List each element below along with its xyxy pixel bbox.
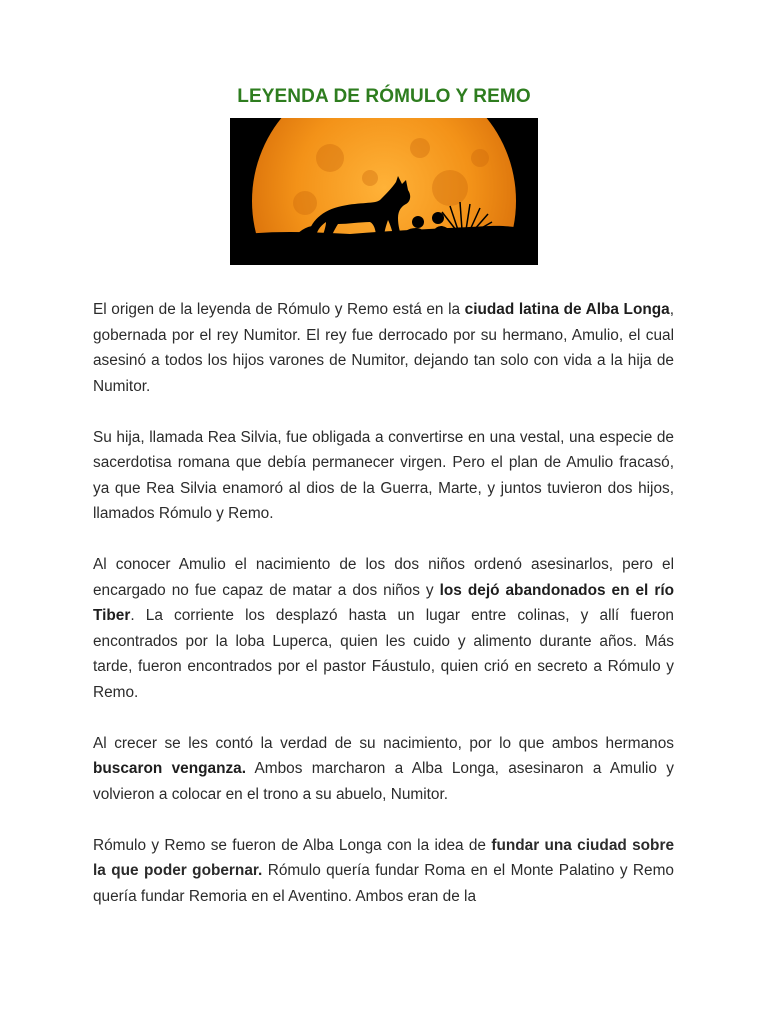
paragraph-emphasis: buscaron venganza. [93, 760, 247, 777]
paragraph-text: . La corriente los desplazó hasta un lugar entre colinas, y allí fueron encontrados por la loba Luperca, quien les cuido y alimento durante años. Más tarde, fueron encontrados por el pastor Fáustulo, quien crió en secreto a Rómulo y Remo. [93, 607, 674, 701]
paragraph-1 [93, 297, 674, 399]
document-body [93, 297, 674, 909]
paragraph-text: El origen de la leyenda de Rómulo y Remo está en la [93, 301, 465, 318]
paragraph-emphasis: los dejó abandonados en el río Tiber [93, 581, 674, 624]
paragraph-text: Rómulo y Remo se fueron de Alba Longa con la idea de [93, 836, 492, 854]
paragraph-3 [93, 552, 674, 705]
paragraph-text: Su hija, llamada Rea Silvia, fue obligada a convertirse en una vestal, una especie de sacerdotisa romana que debía permanecer virgen. Pero el plan de Amulio fracasó, ya que Rea Silvia enamoró al dios de la Guerra, Marte, y juntos tuvieron dos hijos, llamados Rómulo y Remo. [93, 428, 674, 522]
paragraph-text: Rómulo quería fundar Roma en el Monte Palatino y Remo quería fundar Remoria en el Aventino. Ambos eran de la [93, 862, 674, 905]
paragraph-text: Al crecer se les contó la verdad de su nacimiento, por lo que ambos hermanos [93, 734, 674, 752]
paragraph-emphasis: fundar una ciudad sobre la que poder gobernar. [93, 836, 674, 879]
moon-wolf-illustration [230, 118, 538, 265]
page-title: LEYENDA DE RÓMULO Y REMO [237, 86, 531, 107]
paragraph-text: Al conocer Amulio el nacimiento de los dos niños ordenó asesinarlos, pero el encargado no fue capaz de matar a dos niños y [93, 556, 674, 599]
paragraph-text: Ambos marcharon a Alba Longa, asesinaron a Amulio y volvieron a colocar en el trono a su abuelo, Numitor. [93, 760, 674, 803]
paragraph-emphasis: ciudad latina de Alba Longa [464, 301, 670, 318]
paragraph-4 [93, 731, 674, 808]
moon-wolf-image [230, 118, 538, 265]
paragraph-5 [93, 833, 674, 910]
paragraph-2 [93, 425, 674, 527]
paragraph-text: , gobernada por el rey Numitor. El rey fue derrocado por su hermano, Amulio, el cual asesinó a todos los hijos varones de Numitor, dejando tan solo con vida a la hija de Numitor. [93, 301, 674, 395]
